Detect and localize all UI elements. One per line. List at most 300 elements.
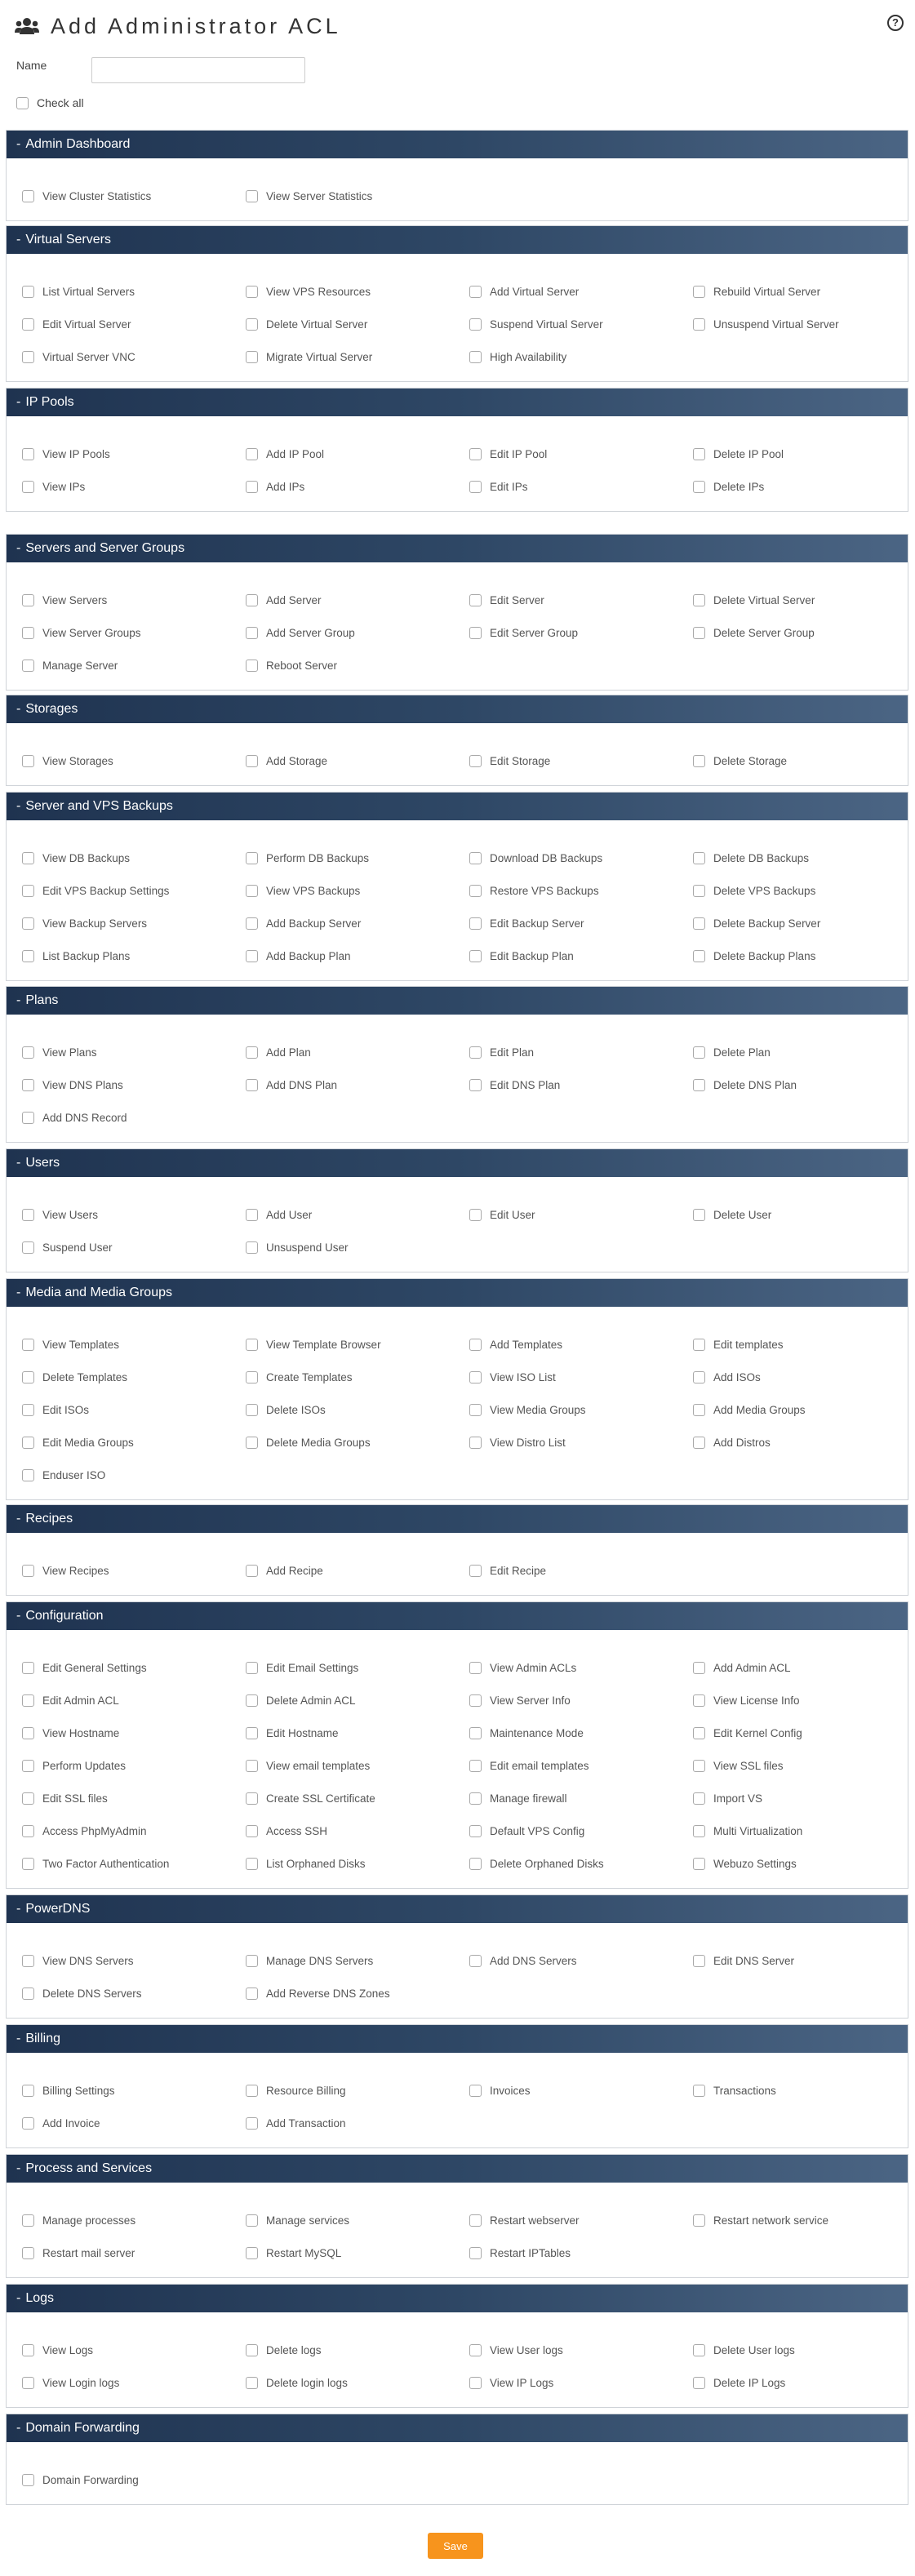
permission-checkbox[interactable] xyxy=(22,1079,34,1091)
permission-item[interactable] xyxy=(677,874,901,907)
permission-checkbox[interactable] xyxy=(22,318,34,331)
permission-checkbox[interactable] xyxy=(22,190,34,202)
permission-checkbox[interactable] xyxy=(22,286,34,298)
collapse-icon[interactable]: - xyxy=(16,1902,21,1916)
permission-item[interactable] xyxy=(7,1101,230,1134)
permission-item[interactable] xyxy=(454,437,677,470)
permission-item[interactable] xyxy=(230,842,454,874)
permission-item[interactable] xyxy=(454,907,677,939)
permission-checkbox[interactable] xyxy=(469,627,482,639)
permission-checkbox[interactable] xyxy=(469,917,482,930)
permission-item[interactable] xyxy=(454,1554,677,1587)
permission-checkbox[interactable] xyxy=(22,1404,34,1416)
permission-item[interactable] xyxy=(677,2204,901,2236)
permission-checkbox[interactable] xyxy=(22,627,34,639)
permission-checkbox[interactable] xyxy=(22,1565,34,1577)
permission-checkbox[interactable] xyxy=(693,1825,705,1837)
permission-checkbox[interactable] xyxy=(469,2085,482,2097)
permission-checkbox[interactable] xyxy=(469,1565,482,1577)
permission-item[interactable] xyxy=(230,1393,454,1426)
permission-checkbox[interactable] xyxy=(246,481,258,493)
permission-checkbox[interactable] xyxy=(469,1858,482,1870)
permission-checkbox[interactable] xyxy=(693,950,705,962)
permission-item[interactable] xyxy=(454,1717,677,1749)
permission-checkbox[interactable] xyxy=(693,1662,705,1674)
permission-checkbox[interactable] xyxy=(693,2344,705,2356)
permission-item[interactable] xyxy=(7,1068,230,1101)
permission-checkbox[interactable] xyxy=(246,1825,258,1837)
permission-checkbox[interactable] xyxy=(246,1565,258,1577)
permission-checkbox[interactable] xyxy=(22,1046,34,1059)
permission-item[interactable] xyxy=(7,744,230,777)
permission-item[interactable] xyxy=(230,1814,454,1847)
permission-item[interactable] xyxy=(677,1944,901,1977)
permission-checkbox[interactable] xyxy=(469,1662,482,1674)
permission-item[interactable] xyxy=(7,1847,230,1880)
permission-checkbox[interactable] xyxy=(693,1955,705,1967)
collapse-icon[interactable]: - xyxy=(16,1512,21,1526)
permission-item[interactable] xyxy=(454,1361,677,1393)
permission-checkbox[interactable] xyxy=(469,1437,482,1449)
permission-item[interactable] xyxy=(230,308,454,340)
permission-item[interactable] xyxy=(7,340,230,373)
permission-item[interactable] xyxy=(230,939,454,972)
permission-checkbox[interactable] xyxy=(469,1371,482,1383)
permission-item[interactable] xyxy=(454,1393,677,1426)
permission-item[interactable] xyxy=(7,1036,230,1068)
permission-checkbox[interactable] xyxy=(693,286,705,298)
permission-item[interactable] xyxy=(677,1782,901,1814)
permission-checkbox[interactable] xyxy=(22,1339,34,1351)
permission-item[interactable] xyxy=(230,874,454,907)
permission-checkbox[interactable] xyxy=(693,1046,705,1059)
permission-item[interactable] xyxy=(7,437,230,470)
permission-item[interactable] xyxy=(677,1847,901,1880)
permission-item[interactable] xyxy=(7,2236,230,2269)
permission-item[interactable] xyxy=(677,1651,901,1684)
permission-checkbox[interactable] xyxy=(246,2085,258,2097)
permission-item[interactable] xyxy=(7,1651,230,1684)
name-input[interactable] xyxy=(91,57,305,83)
permission-item[interactable] xyxy=(7,2204,230,2236)
permission-item[interactable] xyxy=(677,907,901,939)
permission-item[interactable] xyxy=(7,1717,230,1749)
permission-item[interactable] xyxy=(7,939,230,972)
permission-item[interactable] xyxy=(677,1814,901,1847)
collapse-icon[interactable]: - xyxy=(16,702,21,716)
permission-checkbox[interactable] xyxy=(22,1988,34,2000)
permission-checkbox[interactable] xyxy=(246,594,258,606)
permission-item[interactable] xyxy=(230,584,454,616)
permission-checkbox[interactable] xyxy=(246,627,258,639)
permission-item[interactable] xyxy=(230,340,454,373)
permission-item[interactable] xyxy=(230,744,454,777)
section-header[interactable] xyxy=(7,1149,908,1177)
permission-checkbox[interactable] xyxy=(22,1825,34,1837)
permission-item[interactable] xyxy=(677,1426,901,1459)
collapse-icon[interactable]: - xyxy=(16,993,21,1007)
permission-item[interactable] xyxy=(7,1426,230,1459)
permission-item[interactable] xyxy=(230,649,454,682)
permission-checkbox[interactable] xyxy=(246,2247,258,2259)
permission-checkbox[interactable] xyxy=(246,1209,258,1221)
permission-checkbox[interactable] xyxy=(693,1760,705,1772)
permission-item[interactable] xyxy=(230,275,454,308)
permission-checkbox[interactable] xyxy=(22,1727,34,1739)
permission-item[interactable] xyxy=(454,1651,677,1684)
permission-checkbox[interactable] xyxy=(22,660,34,672)
permission-item[interactable] xyxy=(454,2236,677,2269)
permission-checkbox[interactable] xyxy=(693,1079,705,1091)
permission-checkbox[interactable] xyxy=(469,351,482,363)
section-header[interactable] xyxy=(7,2025,908,2053)
permission-item[interactable] xyxy=(230,470,454,503)
permission-checkbox[interactable] xyxy=(22,852,34,864)
permission-checkbox[interactable] xyxy=(469,755,482,767)
section-header[interactable] xyxy=(7,695,908,723)
permission-item[interactable] xyxy=(7,842,230,874)
collapse-icon[interactable]: - xyxy=(16,2161,21,2175)
permission-item[interactable] xyxy=(454,2204,677,2236)
permission-item[interactable] xyxy=(230,2334,454,2366)
section-header[interactable] xyxy=(7,2155,908,2183)
permission-item[interactable] xyxy=(230,1651,454,1684)
permission-checkbox[interactable] xyxy=(693,1792,705,1805)
permission-checkbox[interactable] xyxy=(469,2214,482,2227)
section-header[interactable] xyxy=(7,2285,908,2312)
permission-item[interactable] xyxy=(677,2074,901,2107)
permission-item[interactable] xyxy=(230,1068,454,1101)
permission-item[interactable] xyxy=(230,2107,454,2139)
permission-checkbox[interactable] xyxy=(246,1760,258,1772)
permission-item[interactable] xyxy=(677,308,901,340)
permission-item[interactable] xyxy=(454,275,677,308)
permission-item[interactable] xyxy=(230,616,454,649)
permission-checkbox[interactable] xyxy=(22,1792,34,1805)
permission-checkbox[interactable] xyxy=(469,852,482,864)
permission-item[interactable] xyxy=(677,275,901,308)
permission-checkbox[interactable] xyxy=(469,1046,482,1059)
permission-item[interactable] xyxy=(454,1944,677,1977)
permission-item[interactable] xyxy=(7,1231,230,1264)
permission-item[interactable] xyxy=(230,437,454,470)
permission-checkbox[interactable] xyxy=(22,1209,34,1221)
permission-checkbox[interactable] xyxy=(246,1404,258,1416)
permission-checkbox[interactable] xyxy=(246,1046,258,1059)
permission-item[interactable] xyxy=(7,2334,230,2366)
collapse-icon[interactable]: - xyxy=(16,2291,21,2305)
permission-checkbox[interactable] xyxy=(246,190,258,202)
permission-checkbox[interactable] xyxy=(246,1662,258,1674)
permission-checkbox[interactable] xyxy=(246,318,258,331)
permission-checkbox[interactable] xyxy=(469,1760,482,1772)
permission-checkbox[interactable] xyxy=(22,2247,34,2259)
permission-checkbox[interactable] xyxy=(246,1079,258,1091)
permission-checkbox[interactable] xyxy=(246,1858,258,1870)
permission-checkbox[interactable] xyxy=(22,755,34,767)
permission-checkbox[interactable] xyxy=(693,481,705,493)
permission-item[interactable] xyxy=(454,1684,677,1717)
permission-checkbox[interactable] xyxy=(22,2474,34,2486)
permission-item[interactable] xyxy=(230,1684,454,1717)
permission-item[interactable] xyxy=(677,744,901,777)
permission-checkbox[interactable] xyxy=(469,318,482,331)
permission-item[interactable] xyxy=(7,2107,230,2139)
permission-checkbox[interactable] xyxy=(22,1694,34,1707)
permission-item[interactable] xyxy=(677,842,901,874)
permission-checkbox[interactable] xyxy=(469,448,482,460)
permission-item[interactable] xyxy=(230,1198,454,1231)
permission-item[interactable] xyxy=(677,939,901,972)
permission-checkbox[interactable] xyxy=(469,950,482,962)
permission-checkbox[interactable] xyxy=(246,1371,258,1383)
permission-checkbox[interactable] xyxy=(693,2085,705,2097)
section-header[interactable] xyxy=(7,987,908,1015)
permission-checkbox[interactable] xyxy=(693,594,705,606)
permission-item[interactable] xyxy=(7,2074,230,2107)
permission-checkbox[interactable] xyxy=(22,950,34,962)
permission-item[interactable] xyxy=(677,1393,901,1426)
permission-checkbox[interactable] xyxy=(469,1792,482,1805)
permission-checkbox[interactable] xyxy=(693,1339,705,1351)
collapse-icon[interactable]: - xyxy=(16,233,21,246)
permission-checkbox[interactable] xyxy=(246,885,258,897)
help-icon[interactable]: ? xyxy=(887,15,904,31)
permission-item[interactable] xyxy=(677,616,901,649)
permission-checkbox[interactable] xyxy=(693,852,705,864)
permission-item[interactable] xyxy=(7,308,230,340)
permission-item[interactable] xyxy=(677,1361,901,1393)
permission-item[interactable] xyxy=(230,1749,454,1782)
permission-checkbox[interactable] xyxy=(693,885,705,897)
permission-checkbox[interactable] xyxy=(22,1760,34,1772)
permission-checkbox[interactable] xyxy=(469,1727,482,1739)
section-header[interactable] xyxy=(7,226,908,254)
permission-item[interactable] xyxy=(7,1684,230,1717)
permission-item[interactable] xyxy=(230,1717,454,1749)
permission-item[interactable] xyxy=(230,1231,454,1264)
permission-checkbox[interactable] xyxy=(246,1694,258,1707)
permission-checkbox[interactable] xyxy=(22,351,34,363)
permission-item[interactable] xyxy=(677,1684,901,1717)
permission-item[interactable] xyxy=(230,1977,454,2010)
permission-item[interactable] xyxy=(230,1782,454,1814)
permission-item[interactable] xyxy=(7,1459,230,1491)
permission-item[interactable] xyxy=(677,1036,901,1068)
permission-item[interactable] xyxy=(7,180,230,212)
permission-checkbox[interactable] xyxy=(22,1955,34,1967)
permission-checkbox[interactable] xyxy=(246,917,258,930)
permission-checkbox[interactable] xyxy=(693,1858,705,1870)
permission-item[interactable] xyxy=(230,2204,454,2236)
permission-item[interactable] xyxy=(7,616,230,649)
permission-checkbox[interactable] xyxy=(693,1209,705,1221)
permission-item[interactable] xyxy=(7,2366,230,2399)
section-header[interactable] xyxy=(7,1602,908,1630)
permission-item[interactable] xyxy=(454,1847,677,1880)
collapse-icon[interactable]: - xyxy=(16,2032,21,2045)
permission-checkbox[interactable] xyxy=(469,1694,482,1707)
permission-item[interactable] xyxy=(230,1036,454,1068)
permission-item[interactable] xyxy=(677,584,901,616)
permission-checkbox[interactable] xyxy=(22,2117,34,2130)
permission-item[interactable] xyxy=(454,1036,677,1068)
permission-checkbox[interactable] xyxy=(246,1241,258,1254)
permission-item[interactable] xyxy=(677,1749,901,1782)
permission-item[interactable] xyxy=(454,2334,677,2366)
permission-item[interactable] xyxy=(454,1749,677,1782)
permission-checkbox[interactable] xyxy=(246,286,258,298)
permission-checkbox[interactable] xyxy=(246,1437,258,1449)
permission-checkbox[interactable] xyxy=(22,1662,34,1674)
permission-item[interactable] xyxy=(677,2366,901,2399)
permission-item[interactable] xyxy=(677,1717,901,1749)
permission-checkbox[interactable] xyxy=(469,1955,482,1967)
permission-item[interactable] xyxy=(454,1426,677,1459)
section-header[interactable] xyxy=(7,793,908,820)
section-header[interactable] xyxy=(7,1505,908,1533)
permission-item[interactable] xyxy=(454,2366,677,2399)
permission-checkbox[interactable] xyxy=(469,885,482,897)
permission-item[interactable] xyxy=(230,180,454,212)
permission-item[interactable] xyxy=(454,470,677,503)
permission-checkbox[interactable] xyxy=(22,917,34,930)
permission-checkbox[interactable] xyxy=(246,660,258,672)
permission-item[interactable] xyxy=(230,907,454,939)
permission-checkbox[interactable] xyxy=(246,2117,258,2130)
permission-item[interactable] xyxy=(7,1198,230,1231)
permission-item[interactable] xyxy=(677,1198,901,1231)
collapse-icon[interactable]: - xyxy=(16,1609,21,1623)
permission-checkbox[interactable] xyxy=(246,351,258,363)
permission-checkbox[interactable] xyxy=(469,481,482,493)
permission-checkbox[interactable] xyxy=(22,885,34,897)
permission-item[interactable] xyxy=(677,470,901,503)
save-button[interactable]: Save xyxy=(428,2533,483,2559)
permission-item[interactable] xyxy=(454,1782,677,1814)
permission-item[interactable] xyxy=(7,1814,230,1847)
permission-checkbox[interactable] xyxy=(693,627,705,639)
permission-checkbox[interactable] xyxy=(693,2377,705,2389)
permission-item[interactable] xyxy=(230,1554,454,1587)
permission-item[interactable] xyxy=(454,308,677,340)
check-all-checkbox[interactable] xyxy=(16,97,29,109)
permission-checkbox[interactable] xyxy=(22,2377,34,2389)
permission-item[interactable] xyxy=(454,2074,677,2107)
permission-item[interactable] xyxy=(7,649,230,682)
permission-checkbox[interactable] xyxy=(693,1437,705,1449)
permission-item[interactable] xyxy=(7,1328,230,1361)
permission-checkbox[interactable] xyxy=(693,1404,705,1416)
permission-item[interactable] xyxy=(7,874,230,907)
section-header[interactable] xyxy=(7,389,908,416)
permission-checkbox[interactable] xyxy=(246,2377,258,2389)
permission-checkbox[interactable] xyxy=(22,1469,34,1481)
permission-item[interactable] xyxy=(454,1814,677,1847)
permission-checkbox[interactable] xyxy=(22,1371,34,1383)
section-header[interactable] xyxy=(7,535,908,562)
permission-checkbox[interactable] xyxy=(469,594,482,606)
permission-checkbox[interactable] xyxy=(22,1241,34,1254)
permission-checkbox[interactable] xyxy=(693,448,705,460)
permission-checkbox[interactable] xyxy=(469,2247,482,2259)
permission-checkbox[interactable] xyxy=(246,1988,258,2000)
permission-item[interactable] xyxy=(230,2074,454,2107)
permission-item[interactable] xyxy=(230,1328,454,1361)
permission-item[interactable] xyxy=(230,1361,454,1393)
section-header[interactable] xyxy=(7,2414,908,2442)
permission-checkbox[interactable] xyxy=(693,917,705,930)
permission-checkbox[interactable] xyxy=(693,1371,705,1383)
permission-item[interactable] xyxy=(7,1749,230,1782)
permission-checkbox[interactable] xyxy=(22,2085,34,2097)
permission-checkbox[interactable] xyxy=(22,1437,34,1449)
section-header[interactable] xyxy=(7,1895,908,1923)
permission-item[interactable] xyxy=(7,1944,230,1977)
permission-checkbox[interactable] xyxy=(246,852,258,864)
permission-checkbox[interactable] xyxy=(246,448,258,460)
permission-item[interactable] xyxy=(677,1328,901,1361)
permission-item[interactable] xyxy=(454,842,677,874)
permission-checkbox[interactable] xyxy=(693,1694,705,1707)
permission-checkbox[interactable] xyxy=(22,448,34,460)
permission-checkbox[interactable] xyxy=(22,481,34,493)
permission-item[interactable] xyxy=(230,1944,454,1977)
collapse-icon[interactable]: - xyxy=(16,541,21,555)
permission-item[interactable] xyxy=(454,874,677,907)
permission-item[interactable] xyxy=(230,2236,454,2269)
permission-item[interactable] xyxy=(230,2366,454,2399)
permission-item[interactable] xyxy=(454,584,677,616)
permission-checkbox[interactable] xyxy=(22,2344,34,2356)
collapse-icon[interactable]: - xyxy=(16,137,21,151)
collapse-icon[interactable]: - xyxy=(16,395,21,409)
permission-item[interactable] xyxy=(230,1847,454,1880)
permission-item[interactable] xyxy=(7,1393,230,1426)
permission-checkbox[interactable] xyxy=(693,755,705,767)
permission-item[interactable] xyxy=(454,1328,677,1361)
permission-checkbox[interactable] xyxy=(246,2344,258,2356)
permission-item[interactable] xyxy=(7,1361,230,1393)
permission-checkbox[interactable] xyxy=(469,2344,482,2356)
permission-item[interactable] xyxy=(230,1426,454,1459)
collapse-icon[interactable]: - xyxy=(16,1156,21,1170)
section-header[interactable] xyxy=(7,1279,908,1307)
permission-item[interactable] xyxy=(454,340,677,373)
permission-checkbox[interactable] xyxy=(469,1825,482,1837)
permission-checkbox[interactable] xyxy=(246,755,258,767)
permission-checkbox[interactable] xyxy=(22,2214,34,2227)
permission-item[interactable] xyxy=(454,1068,677,1101)
permission-item[interactable] xyxy=(454,939,677,972)
permission-checkbox[interactable] xyxy=(469,1209,482,1221)
permission-checkbox[interactable] xyxy=(693,1727,705,1739)
permission-item[interactable] xyxy=(7,907,230,939)
permission-item[interactable] xyxy=(7,275,230,308)
permission-checkbox[interactable] xyxy=(246,1955,258,1967)
permission-item[interactable] xyxy=(7,1554,230,1587)
permission-checkbox[interactable] xyxy=(469,1079,482,1091)
permission-checkbox[interactable] xyxy=(246,1339,258,1351)
collapse-icon[interactable]: - xyxy=(16,2421,21,2435)
permission-checkbox[interactable] xyxy=(693,2214,705,2227)
check-all[interactable] xyxy=(16,96,84,109)
permission-checkbox[interactable] xyxy=(469,1404,482,1416)
permission-item[interactable] xyxy=(677,1068,901,1101)
permission-checkbox[interactable] xyxy=(469,1339,482,1351)
collapse-icon[interactable]: - xyxy=(16,1286,21,1299)
collapse-icon[interactable]: - xyxy=(16,799,21,813)
